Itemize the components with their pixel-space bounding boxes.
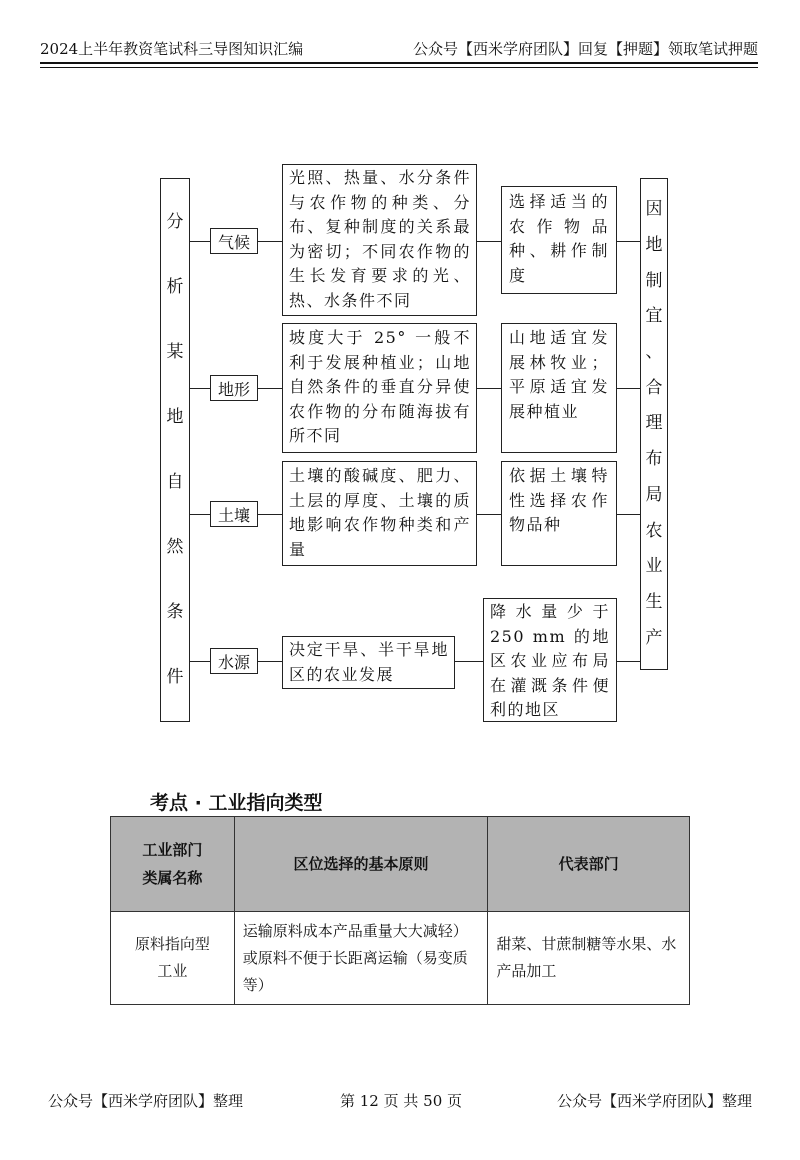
vertical-char: 分 — [166, 212, 184, 232]
vertical-char: 、 — [645, 342, 663, 363]
table-header-cell: 区位选择的基本原则 — [234, 817, 488, 912]
connector — [190, 241, 210, 242]
footer-left: 公众号【西米学府团队】整理 — [48, 1092, 244, 1110]
section-title: 考点 · 工业指向类型 — [150, 792, 323, 814]
table-header-cell: 代表部门 — [488, 817, 690, 912]
footer-right: 公众号【西米学府团队】整理 — [556, 1092, 752, 1110]
table-row — [111, 912, 690, 1005]
connector — [455, 661, 483, 662]
vertical-char: 局 — [645, 484, 663, 505]
vertical-char: 理 — [645, 413, 663, 434]
header-right: 公众号【西米学府团队】回复【押题】领取笔试押题 — [412, 40, 758, 58]
factor-text-terrain: 坡度大于 25° 一般不利于发展种植业；山地自然条件的垂直分异使农作物的分布随海拔有所不同 — [289, 328, 471, 445]
table-cell: 甜菜、甘蔗制糖等水果、水产品加工 — [488, 912, 690, 1005]
vertical-char: 生 — [645, 591, 663, 612]
connector — [617, 661, 640, 662]
vertical-char: 条 — [166, 602, 184, 622]
connector — [617, 514, 640, 515]
vertical-char: 业 — [645, 556, 663, 577]
connector — [477, 514, 501, 515]
label-soil: 土壤 — [210, 501, 258, 527]
connector — [617, 241, 640, 242]
vertical-char: 析 — [166, 277, 184, 297]
connector — [477, 388, 501, 389]
table-header-row — [111, 817, 690, 912]
vertical-char: 合 — [645, 377, 663, 398]
measure-text-soil: 依据土壤特性选择农作物品种 — [509, 466, 609, 534]
vertical-char: 地 — [166, 407, 184, 427]
table-header-cell: 工业部门 类属名称 — [111, 817, 235, 912]
connector — [258, 388, 282, 389]
vertical-char: 件 — [166, 667, 184, 687]
vertical-char: 然 — [166, 537, 184, 557]
right-title-text — [640, 192, 668, 656]
vertical-char: 制 — [645, 270, 663, 291]
connector — [258, 514, 282, 515]
vertical-char: 布 — [645, 449, 663, 470]
vertical-char: 宜 — [645, 306, 663, 327]
factor-text-water: 决定干旱、半干旱地区的农业发展 — [289, 640, 449, 684]
vertical-char: 农 — [645, 520, 663, 541]
measure-text-water: 降水量少于 250 mm 的地区农业应布局在灌溉条件便利的地区 — [490, 602, 610, 719]
label-climate: 气候 — [210, 228, 258, 254]
measure-text-climate: 选择适当的农作物品种、耕作制度 — [509, 192, 609, 285]
vertical-char: 产 — [645, 627, 663, 648]
table-cell: 运输原料成本产品重量大大减轻）或原料不便于长距离运输（易变质等） — [234, 912, 488, 1005]
connector — [258, 241, 282, 242]
connector — [258, 661, 282, 662]
header-left: 2024上半年教资笔试科三导图知识汇编 — [40, 40, 304, 58]
connector — [477, 241, 501, 242]
industry-table — [110, 816, 690, 1005]
vertical-char: 因 — [645, 199, 663, 220]
connector — [617, 388, 640, 389]
page-number: 第 12 页 共 50 页 — [340, 1092, 463, 1110]
measure-text-terrain: 山地适宜发展林牧业；平原适宜发展种植业 — [509, 328, 609, 421]
factor-text-soil: 土壤的酸碱度、肥力、土层的厚度、土壤的质地影响农作物种类和产量 — [289, 466, 471, 559]
label-water: 水源 — [210, 648, 258, 674]
label-terrain: 地形 — [210, 375, 258, 401]
vertical-char: 某 — [166, 342, 184, 362]
connector — [190, 388, 210, 389]
connector — [190, 514, 210, 515]
vertical-char: 自 — [166, 472, 184, 492]
vertical-char: 地 — [645, 235, 663, 256]
connector — [190, 661, 210, 662]
left-title-text — [160, 190, 190, 710]
table-cell: 原料指向型 工业 — [111, 912, 235, 1005]
factor-text-climate: 光照、热量、水分条件与农作物的种类、分布、复种制度的关系最为密切；不同农作物的生长发育要求的光、热、水条件不同 — [289, 168, 471, 310]
